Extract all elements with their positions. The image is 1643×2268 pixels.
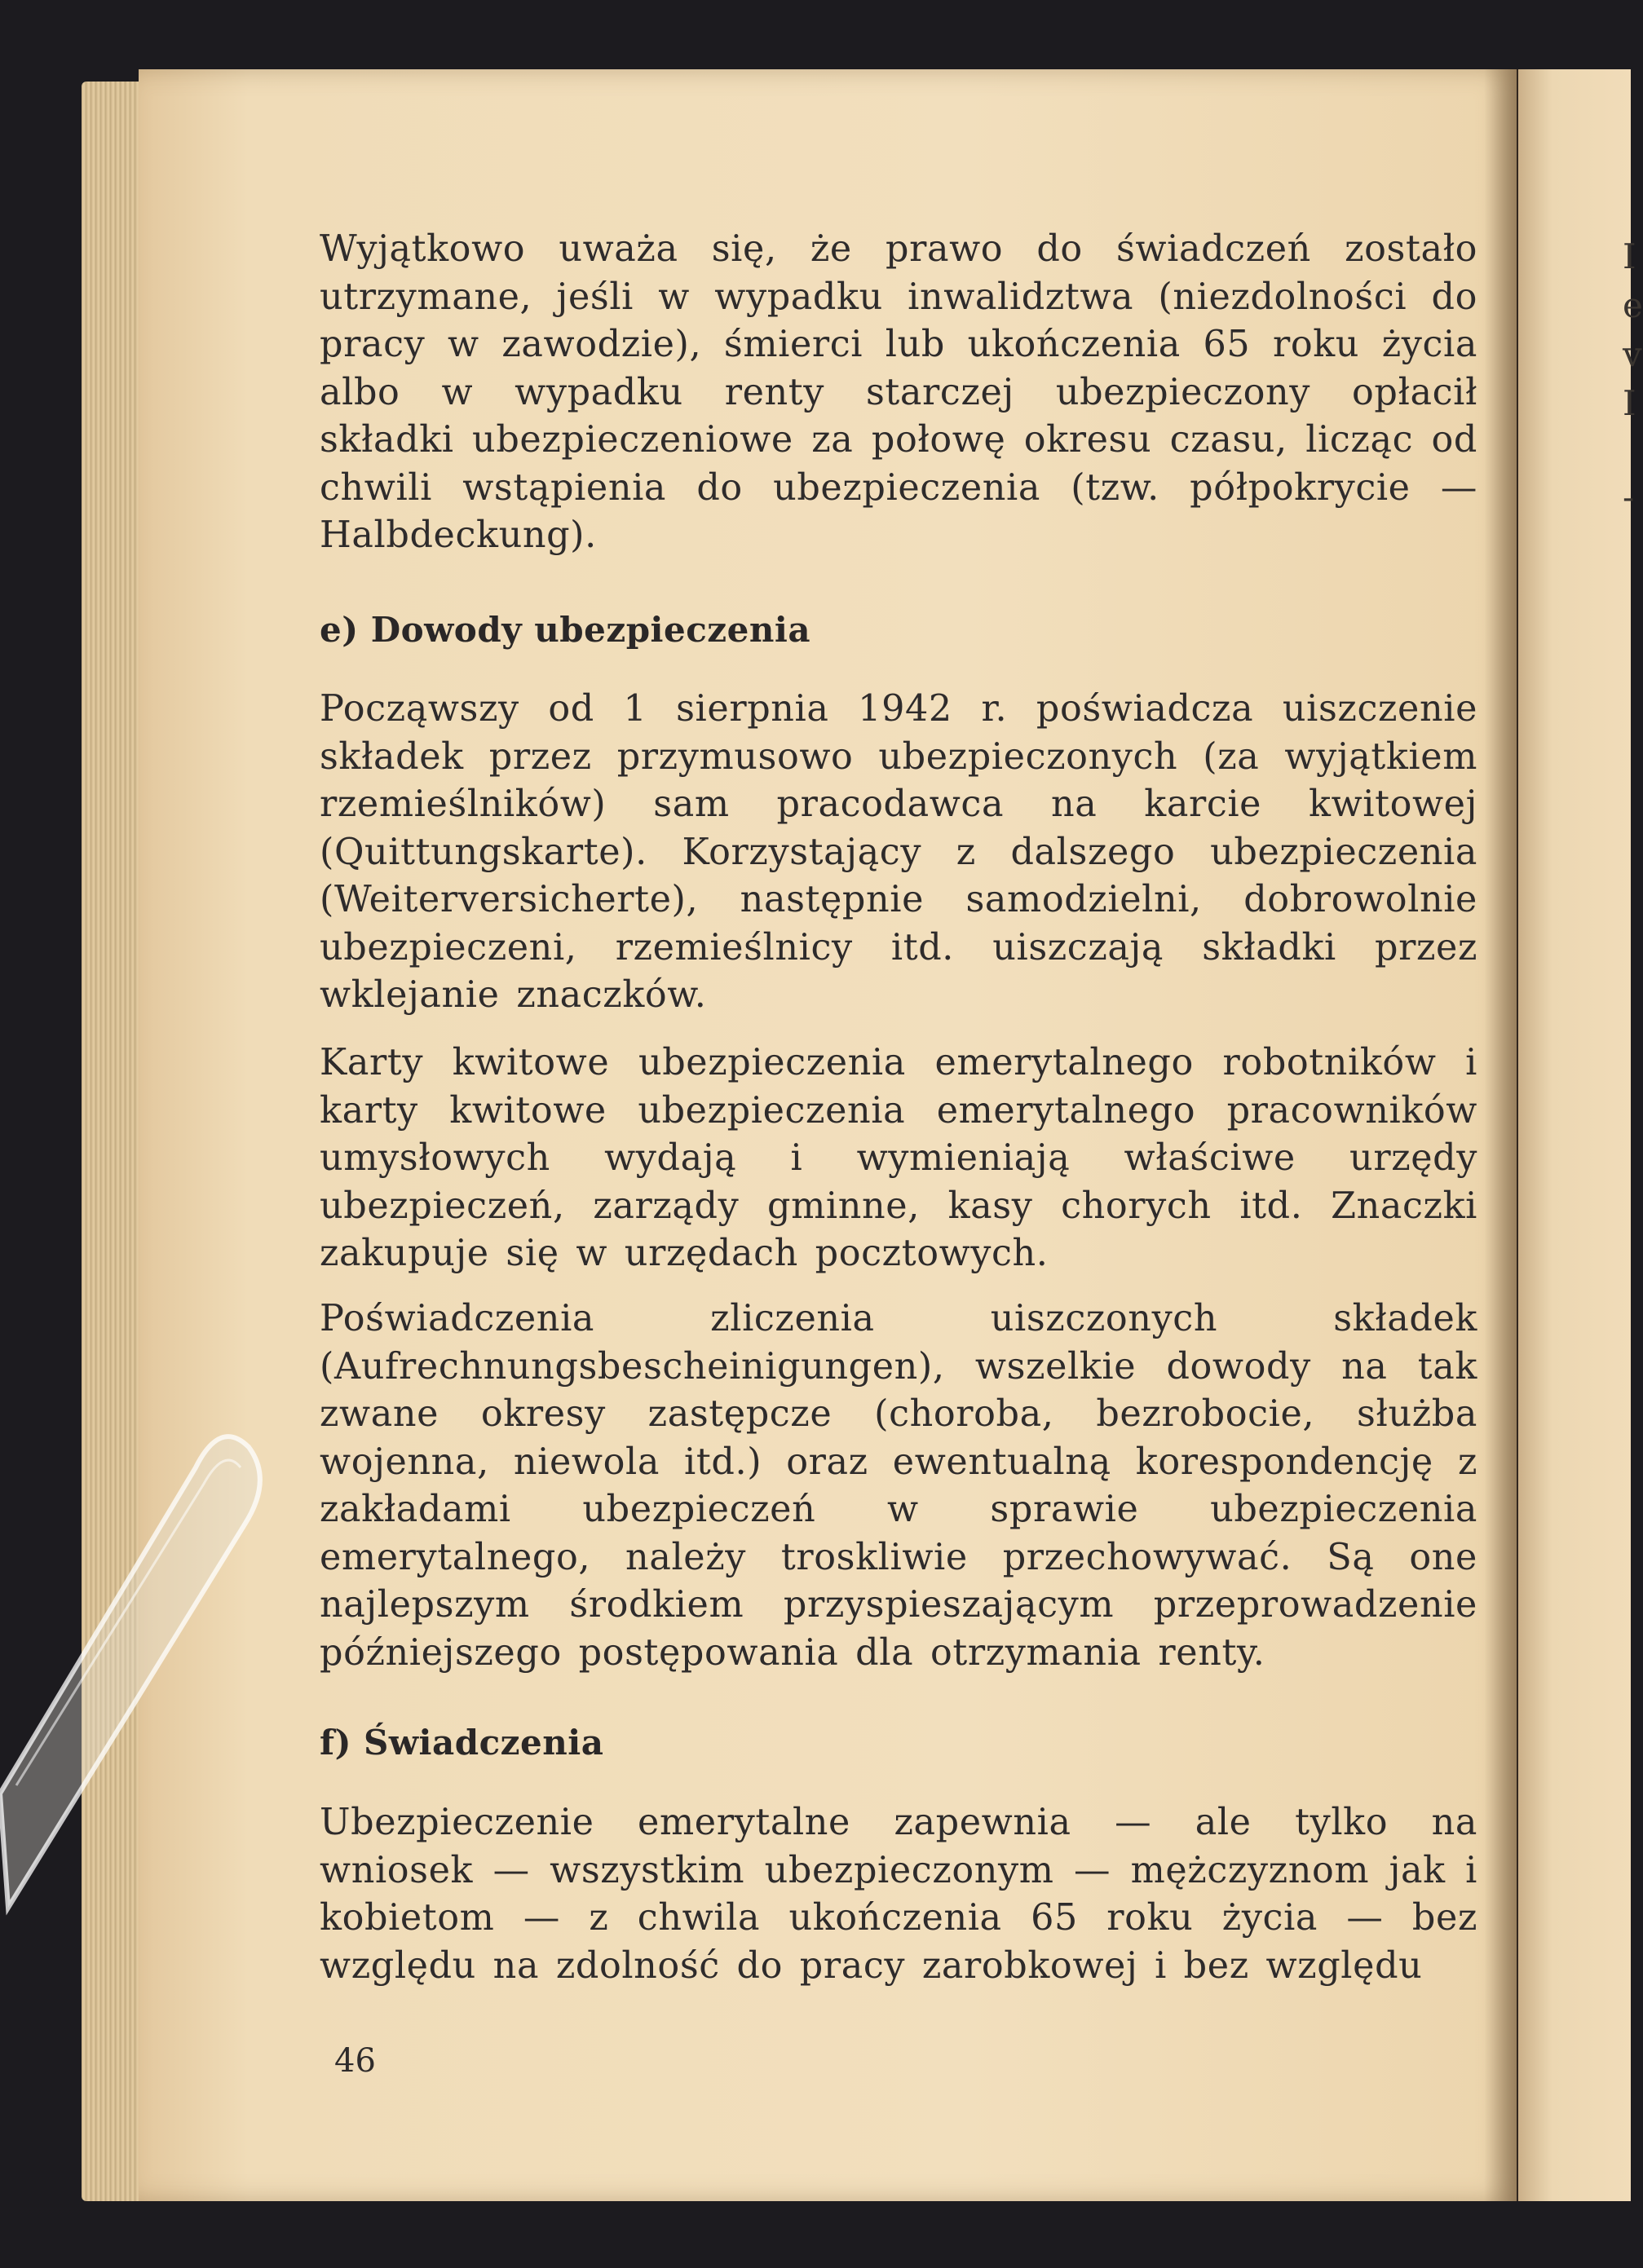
next-page-glyph: e: [1623, 285, 1643, 325]
paragraph-benefits: Ubezpieczenie emerytalne zapewnia — ale tylko na wniosek — wszystkim ubezpieczonym — mężczyznom jak i kobietom — z chwila ukończenia 65 roku życia — bez względu na zdolność do pracy zarobkowej i bez względu: [320, 1802, 1477, 1987]
book-page-edges: [82, 82, 147, 2201]
paragraph-partial-coverage: Wyjątkowo uważa się, że prawo do świadczeń zostało utrzymane, jeśli w wypadku inwalidztwa (niezdolności do pracy w zawodzie), śmierci lub ukończenia 65 roku życia albo w wypadku renty starczej ubezpieczony opłacił składki ubezpieczeniowe za połowę okresu czasu, licząc od chwili wstąpienia do ubezpieczenia (tzw. półpokrycie — Halbdeckung).: [320, 228, 1477, 556]
paragraph-card-issuers: Karty kwitowe ubezpieczenia emerytalnego robotników i karty kwitowe ubezpieczenia emerytalnego pracowników umysłowych wydają i wymieniają właściwe urzędy ubezpieczeń, zarządy gminne, kasy chorych itd. Znaczki zakupuje się w urzędach pocztowych.: [320, 1042, 1477, 1274]
next-page-sliver: [1518, 69, 1643, 2201]
section-heading-e: e) Dowody ubezpieczenia: [320, 610, 811, 650]
gutter-shadow: [1484, 69, 1522, 2201]
paragraph-keep-documents: Poświadczenia zliczenia uiszczonych składek (Aufrechnungsbescheinigungen), wszelkie dowody na tak zwane okresy zastępcze (choroba, bezrobocie, służba wojenna, niewola itd.) oraz ewentualną korespondencję z zakładami ubezpieczeń w sprawie ubezpieczenia emerytalnego, należy troskliwie przechowywać. Są one najlepszym środkiem przyspieszającym przeprowadzenie późniejszego postępowania dla otrzymania renty.: [320, 1298, 1477, 1674]
next-page-glyph: v: [1623, 334, 1642, 374]
next-page-glyph: I: [1623, 383, 1636, 423]
next-page-glyph: -: [1623, 477, 1635, 517]
section-heading-f: f) Świadczenia: [320, 1723, 604, 1763]
page-number: 46: [334, 2042, 376, 2080]
paragraph-receipt-cards: Począwszy od 1 sierpnia 1942 r. poświadcza uiszczenie składek przez przymusowo ubezpieczonych (za wyjątkiem rzemieślników) sam pracodawca na karcie kwitowej (Quittungskarte). Korzystający z dalszego ubezpieczenia (Weiterversicherte), następnie samodzielni, dobrowolnie ubezpieczeni, rzemieślnicy itd. uiszczają składki przez wklejanie znaczków.: [320, 688, 1477, 1016]
next-page-glyph: I: [1623, 236, 1636, 276]
